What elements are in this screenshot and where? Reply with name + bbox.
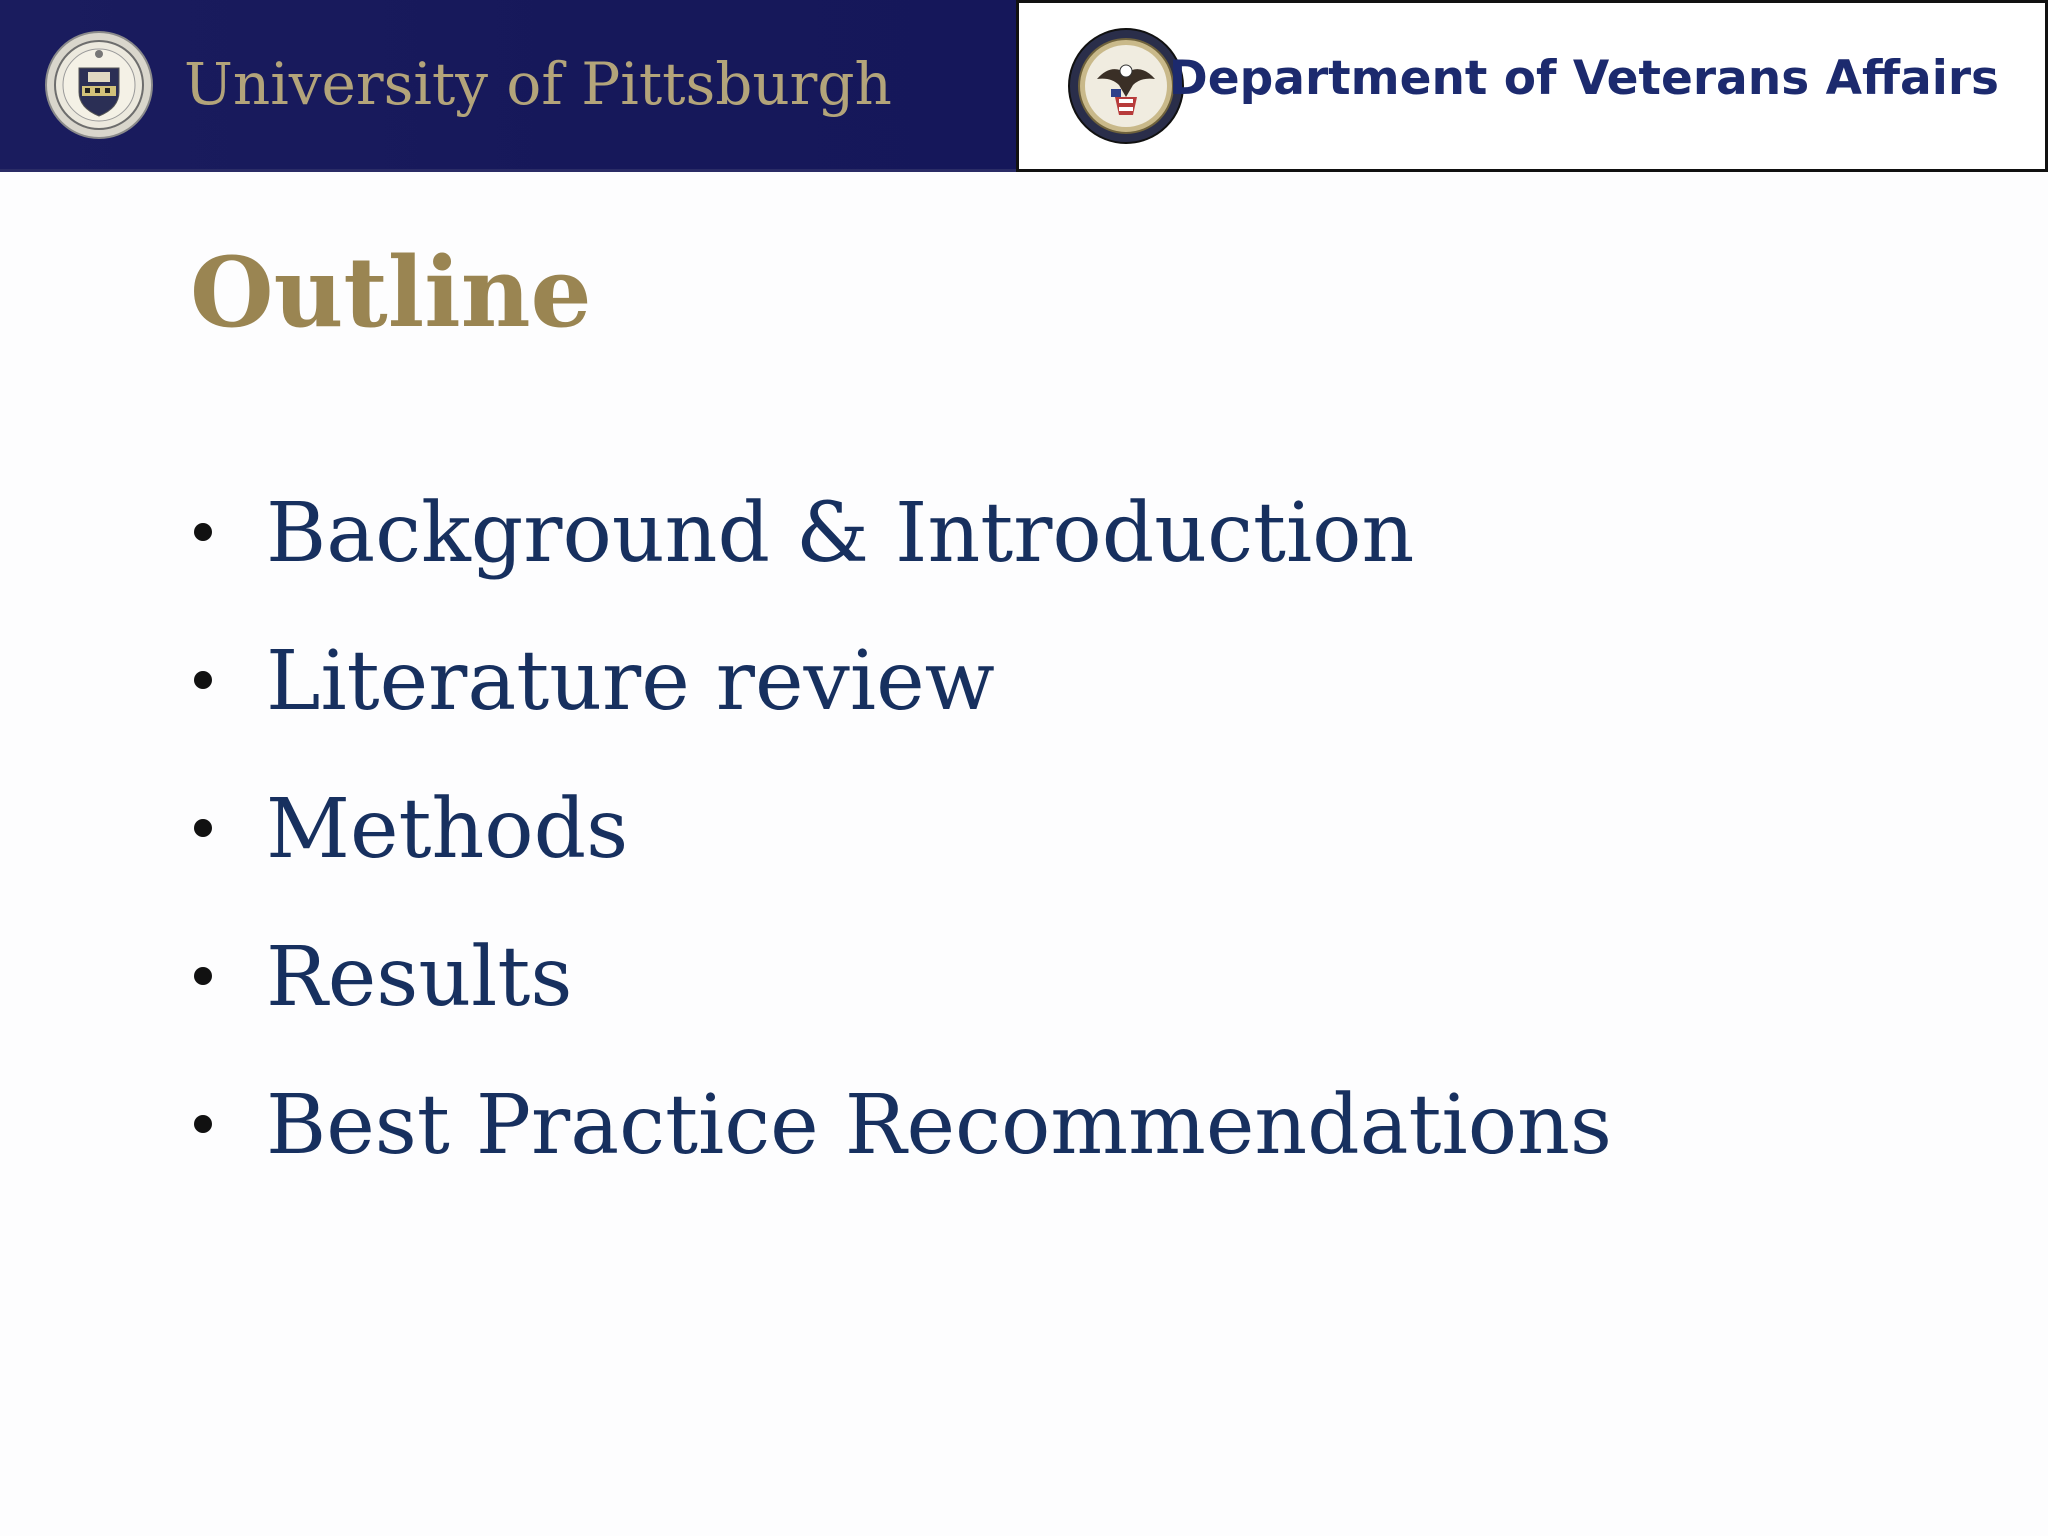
university-banner (0, 0, 1016, 172)
list-item-text: Methods (266, 782, 629, 877)
bullet-icon (194, 819, 212, 837)
va-seal-icon (1067, 27, 1185, 145)
va-name: Department of Veterans Affairs (1168, 51, 1999, 106)
list-item-text: Results (266, 930, 573, 1025)
bullet-icon (194, 967, 212, 985)
header-banner (0, 0, 2048, 172)
list-item-text: Literature review (266, 634, 995, 729)
list-item-text: Best Practice Recommendations (266, 1078, 1612, 1173)
bullet-icon (194, 523, 212, 541)
va-banner (1016, 0, 2048, 172)
university-name: University of Pittsburgh (184, 50, 892, 118)
slide-title: Outline (190, 236, 592, 349)
bullet-icon (194, 671, 212, 689)
university-seal-icon (44, 30, 154, 140)
list-item-text: Background & Introduction (266, 486, 1415, 581)
bullet-icon (194, 1115, 212, 1133)
